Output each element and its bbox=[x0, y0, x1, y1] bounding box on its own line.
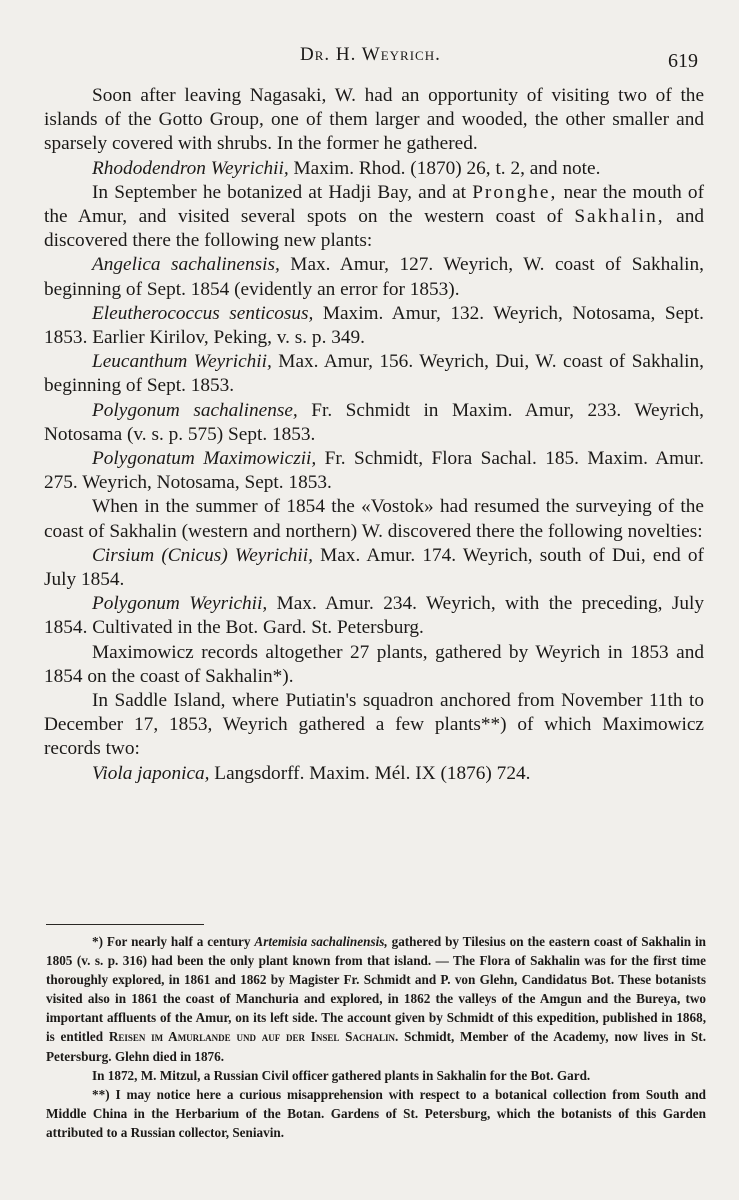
species-entry: Leucanthum Weyrichii, Max. Amur, 156. Weyrich, Dui, W. coast of Sakhalin, beginning of Sept. 1853. bbox=[44, 351, 704, 397]
species-name: Viola japonica, bbox=[92, 762, 210, 784]
body-text bbox=[44, 84, 704, 786]
species-entry: Polygonum Weyrichii, Max. Amur. 234. Weyrich, with the preceding, July 1854. Cultivated in the Bot. Gard. St. Petersburg. bbox=[44, 593, 705, 639]
footnote: In 1872, M. Mitzul, a Russian Civil officer gathered plants in Sakhalin for the Bot. Gard. bbox=[92, 1067, 591, 1083]
species-entry: Polygonum sachalinense, Fr. Schmidt in Maxim. Amur, 233. Weyrich, Notosama (v. s. p. 575) Sept. 1853. bbox=[44, 399, 704, 445]
footnotes bbox=[46, 932, 706, 1142]
page-number: 619 bbox=[668, 50, 698, 72]
paragraph: In September he botanized at Hadji Bay, and at Pronghe, near the mouth of the Amur, and visited several spots on the western coast of Sakhalin, and discovered there the following new plants: bbox=[44, 181, 704, 252]
footnote: **) I may notice here a curious misapprehension with respect to a botanical collection from South and Middle China in the Herbarium of the Botan. Gardens of St. Petersburg, which the botanists of this Garden attributed to a Russian collector, Seniavin. bbox=[46, 1086, 706, 1140]
species-name: Polygonatum Maximowiczii, bbox=[92, 448, 317, 470]
species-entry: Eleutherococcus senticosus, Maxim. Amur, 132. Weyrich, Notosama, Sept. 1853. Earlier Kirilov, Peking, v. s. p. 349. bbox=[44, 302, 704, 349]
species-name: Leucanthum Weyrichii, bbox=[92, 351, 272, 373]
species-entry: Cirsium (Cnicus) Weyrichii, Max. Amur. 174. Weyrich, south of Dui, end of July 1854. bbox=[44, 544, 704, 591]
species-name: Artemisia sachalinensis, bbox=[254, 934, 388, 949]
footnote-divider bbox=[46, 924, 204, 925]
footnote: *) For nearly half a century Artemisia sachalinensis, gathered by Tilesius on the eastern coast of Sakhalin in 1805 (v. s. p. 316) had been the only plant known from that island. — The Flora of Sakhalin was for the first time thoroughly explored, in 1861 and 1862 by Magister Fr. Schmidt and P. von Glehn, Candidatus Bot. These botanists visited also in 1861 the coast of Manchuria and explored, in 1862 the valleys of the Amgun and the Bureya, two important affluents of the Amur, on its left side. The account given by Schmidt of this expedition, published in 1868, is entitled Reisen im Amurlande und auf der Insel Sachalin. Schmidt, Member of the Academy, now lives in St. Petersburg. Glehn died in 1876. bbox=[46, 934, 707, 1064]
species-name: Polygonum Weyrichii, bbox=[92, 593, 268, 615]
species-entry: Viola japonica, Langsdorff. Maxim. Mél. IX (1876) 724. bbox=[92, 762, 531, 784]
species-name: Eleutherococcus senticosus, bbox=[92, 302, 314, 324]
species-name: Angelica sachalinensis, bbox=[92, 254, 280, 276]
page-header bbox=[0, 42, 739, 72]
species-entry: Angelica sachalinensis, Max. Amur, 127. Weyrich, W. coast of Sakhalin, beginning of Sept. 1854 (evidently an error for 1853). bbox=[44, 254, 705, 300]
species-entry: Polygonatum Maximowiczii, Fr. Schmidt, Flora Sachal. 185. Maxim. Amur. 275. Weyrich, Notosama, Sept. 1853. bbox=[44, 448, 704, 494]
paragraph: In Saddle Island, where Putiatin's squadron anchored from November 11th to December 17, 1853, Weyrich gathered a few plants**) of which Maximowicz records two: bbox=[44, 690, 704, 760]
species-name: Cirsium (Cnicus) Weyrichii, bbox=[92, 544, 313, 566]
book-title: Reisen im Amurlande und auf der Insel Sachalin. bbox=[108, 1029, 399, 1045]
species-name: Polygonum sachalinense, bbox=[92, 399, 298, 421]
paragraph: When in the summer of 1854 the «Vostok» had resumed the surveying of the coast of Sakhalin (western and northern) W. discovered there the following novelties: bbox=[44, 496, 704, 542]
species-name: Rhododendron Weyrichii, bbox=[92, 157, 289, 179]
paragraph: Maximowicz records altogether 27 plants, gathered by Weyrich in 1853 and 1854 on the coast of Sakhalin*). bbox=[44, 641, 704, 687]
species-entry: Rhododendron Weyrichii, Maxim. Rhod. (1870) 26, t. 2, and note. bbox=[92, 157, 601, 179]
running-head: Dr. H. Weyrich. bbox=[300, 44, 441, 65]
paragraph: Soon after leaving Nagasaki, W. had an opportunity of visiting two of the islands of the Gotto Group, one of them larger and wooded, the other smaller and sparsely covered with shrubs. In the former he gathered. bbox=[44, 85, 704, 155]
